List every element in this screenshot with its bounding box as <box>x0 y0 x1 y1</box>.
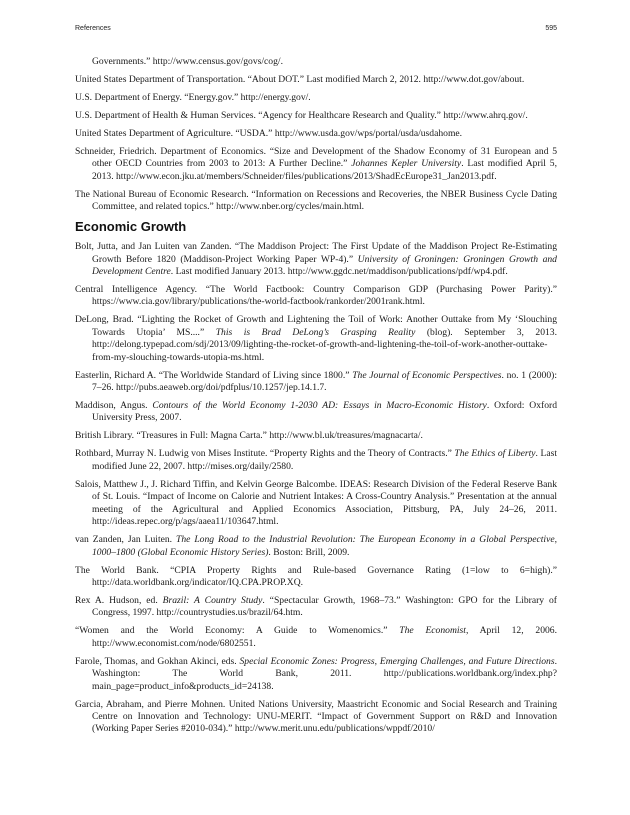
reference-entry <box>75 189 557 214</box>
reference-entry <box>75 56 557 68</box>
reference-text: U.S. Department of Health & Human Services. “Agency for Healthcare Research and Quality.” http://www.ahrq.gov/. <box>75 110 528 121</box>
reference-text: . Last modified April 5, 2013. http://www.econ.jku.at/members/Schneider/files/publications/2013/ShadEcEurope31_Jan2013.pdf. <box>92 158 558 182</box>
reference-text: Rothbard, Murray N. Ludwig von Mises Institute. “Property Rights and the Theory of Contracts.” <box>75 448 455 460</box>
running-header <box>75 25 557 32</box>
page-body <box>75 56 557 741</box>
reference-text: Maddison, Angus. <box>75 400 153 412</box>
reference-title-italic: Special Economic Zones: Progress, Emerging Challenges, and Future Directions <box>239 655 555 667</box>
reference-entry <box>75 128 557 140</box>
reference-entry <box>75 370 557 395</box>
reference-text: The National Bureau of Economic Research. “Information on Recessions and Recoveries, the NBER Business Cycle Dating Committee, and related topics.” http://www.nber.org/cycles/main.html. <box>75 188 557 213</box>
reference-text: United States Department of Agriculture. “USDA.” http://www.usda.gov/wps/portal/usda/usdahome. <box>75 128 463 139</box>
reference-text: Governments.” http://www.census.gov/govs/cog/. <box>92 56 283 67</box>
reference-entry <box>75 699 557 736</box>
reference-entry <box>75 534 557 559</box>
reference-text: Farole, Thomas, and Gokhan Akinci, eds. <box>75 655 240 667</box>
reference-text: DeLong, Brad. “Lighting the Rocket of Growth and Lightening the Toil of Work: Another Outtake from My ‘Slouching Towards Utopia’ MS....” <box>75 314 557 338</box>
reference-title-italic: Johannes Kepler University <box>351 158 462 170</box>
reference-entry <box>75 400 557 425</box>
reference-text: , April 12, 2006. http://www.economist.com/node/6802551. <box>92 625 558 649</box>
reference-text: Bolt, Jutta, and Jan Luiten van Zanden. “The Maddison Project: The First Update of the Maddison Project Re-Estimating Growth Before 1820 (Maddison-Project Working Paper WP-4).” <box>75 241 557 265</box>
reference-entry <box>75 284 557 309</box>
reference-text: van Zanden, Jan Luiten. <box>75 534 177 546</box>
reference-text: Central Intelligence Agency. “The World Factbook: Country Comparison GDP (Purchasing Power Parity).” https://www.cia.gov/library/publications/the-world-factbook/rankorder/2001rank.html. <box>75 284 557 308</box>
reference-entry <box>75 448 557 473</box>
reference-text: “Women and the World Economy: A Guide to Womenomics.” <box>75 625 400 637</box>
running-header-title: References <box>75 25 111 32</box>
reference-title-italic: The Long Road to the Industrial Revolution: The European Economy in a Global Perspective, 1000–1800 (Global Economic History Series) <box>92 534 558 558</box>
reference-text: Garcia, Abraham, and Pierre Mohnen. United Nations University, Maastricht Economic and Social Research and Training Centre on Innovation and Technology: UNU-MERIT. “Impact of Government Support on R&D and Innovation (Working Paper Series #2010-034).” http://www.merit.unu.edu/publications/wppdf/2010/ <box>75 698 557 735</box>
reference-text: (blog). September 3, 2013. http://delong.typepad.com/sdj/2013/09/lighting-the-rocket-of-growth-and-lightening-the-toil-of-work-another-outtake-from-my-slouching-towards-utopia-ms.html. <box>92 326 558 363</box>
reference-text: . Boston: Brill, 2009. <box>268 546 350 558</box>
reference-text: . Oxford: Oxford University Press, 2007. <box>92 400 558 424</box>
reference-list-government <box>75 56 557 214</box>
reference-entry <box>75 595 557 620</box>
reference-text: . Last modified January 2013. http://www.ggdc.net/maddison/publications/pdf/wp4.pdf. <box>170 266 508 278</box>
reference-entry <box>75 625 557 650</box>
reference-text: . no. 1 (2000): 7–26. http://pubs.aeaweb.org/doi/pdfplus/10.1257/jep.14.1.7. <box>92 369 557 394</box>
reference-list-economic-growth <box>75 241 557 736</box>
reference-title-italic: This is Brad DeLong’s Grasping Reality <box>215 326 416 338</box>
reference-text: British Library. “Treasures in Full: Magna Carta.” http://www.bl.uk/treasures/magnacarta/. <box>75 430 423 442</box>
reference-text: . Last modified June 22, 2007. http://mises.org/daily/2580. <box>92 448 557 472</box>
reference-text: Schneider, Friedrich. Department of Economics. “Size and Development of the Shadow Economy of 31 European and 5 other OECD Countries from 2003 to 2013: A Further Decline.” <box>75 146 557 170</box>
page-number: 595 <box>545 25 557 32</box>
reference-entry <box>75 565 557 590</box>
reference-text: U.S. Department of Energy. “Energy.gov.” http://energy.gov/. <box>75 92 311 103</box>
reference-title-italic: University of Groningen: Groningen Growth and Development Centre <box>92 253 557 278</box>
reference-text: Rex A. Hudson, ed. <box>75 594 163 606</box>
reference-entry <box>75 656 557 693</box>
reference-title-italic: The Economist <box>399 625 466 637</box>
reference-text: Easterlin, Richard A. “The Worldwide Standard of Living since 1800.” <box>75 369 353 381</box>
reference-title-italic: The Journal of Economic Perspectives <box>352 369 502 381</box>
reference-text: . Washington: The World Bank, 2011. http://publications.worldbank.org/index.php?main_page=product_info&products_id=24138. <box>92 655 557 692</box>
reference-entry <box>75 430 557 442</box>
reference-entry <box>75 74 557 86</box>
reference-text: The World Bank. “CPIA Property Rights and Rule-based Governance Rating (1=low to 6=high).” http://data.worldbank.org/indicator/IQ.CPA.PROP.XQ. <box>75 564 557 588</box>
reference-title-italic: The Ethics of Liberty <box>454 448 536 460</box>
section-heading: Economic Growth <box>75 219 187 235</box>
reference-text: . “Spectacular Growth, 1968–73.” Washington: GPO for the Library of Congress, 1997. http://countrystudies.us/brazil/64.htm. <box>92 594 557 619</box>
reference-title-italic: Brazil: A Country Study <box>162 594 263 606</box>
reference-entry <box>75 241 557 278</box>
reference-text: Salois, Matthew J., J. Richard Tiffin, and Kelvin George Balcombe. IDEAS: Research Division of the Federal Reserve Bank of St. Louis. “Impact of Income on Calorie and Nutrient Intakes: A Cross-Country Analysis.” Presentation at the annual meeting of the Agricultural and Applied Economics Association, Pittsburg, PA, July 24–26, 2011. http://ideas.repec.org/p/ags/aaea11/103647.html. <box>75 478 557 528</box>
reference-text: United States Department of Transportation. “About DOT.” Last modified March 2, 2012. http://www.dot.gov/about. <box>75 74 525 85</box>
reference-entry <box>75 110 557 122</box>
reference-entry <box>75 92 557 104</box>
reference-entry <box>75 146 557 183</box>
reference-title-italic: Contours of the World Economy 1-2030 AD: Essays in Macro-Economic History <box>152 400 487 412</box>
reference-entry <box>75 479 557 529</box>
reference-entry <box>75 314 557 364</box>
